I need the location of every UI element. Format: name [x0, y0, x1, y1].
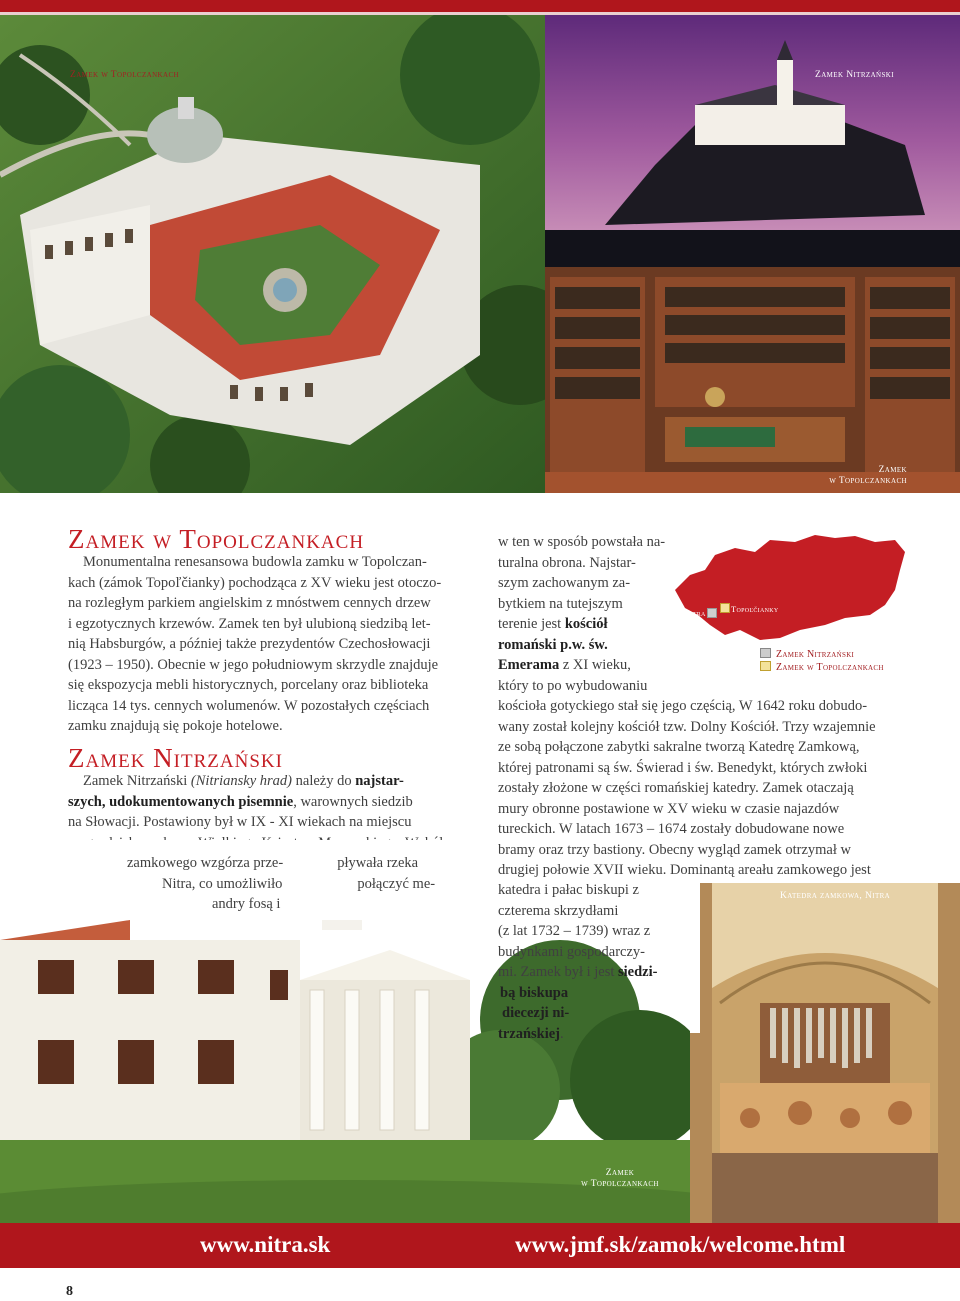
map-label-topolcianky: Topoľčianky [731, 604, 779, 614]
r-bold-text: romański p.w. św. [498, 636, 608, 653]
s2-line-3: na Słowacji. Postawiony był w IX - XI wiekach na miejscu [68, 814, 412, 830]
s1-line-5: nią Habsburgów, a później także prezydentów Czechosłowacji [68, 636, 431, 652]
s1-line-2: kach (zámok Topoľčianky) pochodząca z XV wieku jest otoczo- [68, 574, 442, 591]
rn-line-5 [498, 962, 688, 983]
rf-line-3: ze sobą połączone zabytki sakralne tworzą Katedrę Zamkową, [498, 739, 860, 755]
heading-nitra: Zamek Nitrzański [68, 743, 283, 773]
s2-italic-name: (Nitriansky hrad) [190, 773, 293, 789]
s2-text: należy do [292, 773, 356, 789]
map-marker-nitra [707, 608, 717, 618]
r-line-8: który to po wybudowaniu [498, 677, 648, 694]
rn-line-7 [498, 1003, 688, 1024]
rn-text: mi. Zamek był i jest [498, 964, 619, 980]
r-line-5 [498, 614, 698, 635]
caption-cathedral: Katedra zamkowa, Nitra [780, 891, 891, 901]
rf-line-9: drugiej połowie XVII wieku. Dominantą areału zamkowego jest [498, 862, 871, 878]
caption-nitra-castle: Zamek Nitrzański [815, 70, 894, 80]
caption-topolcianky-aerial: Zamek w Topolczankach [70, 70, 179, 80]
photo-cathedral-interior [690, 883, 960, 1223]
legend-yellow-square-icon [760, 661, 771, 671]
s2-bold-text: najstar- [355, 773, 404, 789]
s1-line-4: i egzotycznych krzewów. Zamek ten był ulubioną siedzibą let- [68, 615, 431, 632]
rn-line-3: (z lat 1732 – 1739) wraz z [498, 923, 651, 939]
rn-bold-text: trzańskiej [498, 1025, 561, 1042]
r-text: terenie jest [498, 616, 565, 632]
s2-text: zamkowego wzgórza prze- [127, 855, 284, 871]
map-label-nitra: Nitra [684, 608, 706, 618]
s1-line-9: zamku znajdują się pokoje hotelowe. [68, 718, 283, 734]
top-red-band [0, 0, 960, 12]
s2-line-5 [68, 853, 498, 874]
right-column-text-top [498, 532, 698, 696]
r-line-2: turalna obrona. Najstar- [498, 554, 636, 571]
s1-line-1: Monumentalna renesansowa budowla zamku w Topolczan- [83, 554, 427, 570]
rn-line-2: czterema skrzydłami [498, 902, 619, 919]
rn-line-8 [498, 1024, 688, 1045]
s2-text: Zamek Nitrzański [83, 773, 191, 789]
legend-grey-square-icon [760, 648, 771, 658]
s1-line-3: na rozległym parkiem angielskim z mnóstwem cennych drzew [68, 595, 431, 611]
r-line-3: szym zachowanym za- [498, 575, 631, 591]
legend-item-nitra [760, 648, 884, 661]
caption-facade [575, 1168, 665, 1190]
caption-facade-line2: w Topolczankach [581, 1179, 659, 1189]
rn-bold-text: diecezji ni- [502, 1005, 570, 1021]
section1-text [68, 552, 488, 737]
rf-line-6: mury obronne postawione w XV wieku w czasie najazdów [498, 800, 840, 817]
s2-text: połączyć me- [357, 875, 436, 892]
link-jmf-zamok[interactable]: www.jmf.sk/zamok/welcome.html [515, 1232, 846, 1257]
rn-line-6 [498, 983, 688, 1004]
rf-line-4: której patronami są św. Świerad i św. Benedykt, których zwłoki [498, 759, 868, 776]
caption-library [815, 465, 907, 487]
caption-facade-line1: Zamek [605, 1168, 635, 1178]
map-legend [760, 648, 884, 674]
rn-line-1: katedra i pałac biskupi z [498, 882, 639, 898]
map-slovakia [670, 530, 910, 660]
r-line-4: bytkiem na tutejszym [498, 595, 623, 612]
text-wrap-overlay-2 [690, 883, 700, 1033]
rn-bold-text: bą biskupa [500, 984, 569, 1001]
s2-line-2 [68, 792, 498, 813]
rf-line-5: zostały złożone w części romańskiej katedry. Zamek otaczają [498, 780, 854, 796]
rf-line-8: bramy oraz trzy bastiony. Obecny wygląd zamek otrzymał w [498, 841, 851, 858]
rn-line-4: budynkami gospodarczy- [498, 943, 645, 960]
legend-label-nitra: Zamek Nitrzański [776, 649, 855, 660]
s2-bold-text: szych, udokumentowanych pisemnie [68, 793, 294, 810]
r-bold-text: kościół [564, 616, 608, 632]
s1-line-6: (1923 – 1950). Obecnie w jego południowym skrzydle znajduje [68, 656, 439, 673]
right-column-text-full [498, 696, 918, 881]
s2-text: Nitra, co umożliwiło [162, 875, 283, 892]
photo-library [545, 267, 960, 493]
s2-line-1 [68, 771, 498, 792]
photo-topolcianky-aerial [0, 15, 545, 493]
s1-line-8: licząca 14 tys. cennych wolumenów. W pozostałych częściach [68, 697, 430, 714]
rf-line-7: tureckich. W latach 1673 – 1674 zostały dobudowane nowe [498, 821, 845, 837]
s2-text: andry fosą i [212, 896, 281, 912]
rf-line-2: wany został kolejny kościół tzw. Dolny Kościół. Trzy wzajemnie [498, 718, 876, 735]
photo-nitra-castle-night [545, 15, 960, 267]
r-text: z XI wieku, [559, 657, 631, 673]
r-line-6 [498, 635, 698, 656]
s1-line-7: się ekspozycja mebli historycznych, porcelany oraz biblioteka [68, 677, 429, 693]
s2-text: , warownych siedzib [293, 793, 413, 810]
link-nitra-sk[interactable]: www.nitra.sk [200, 1232, 331, 1257]
caption-library-line1: Zamek [878, 465, 907, 475]
rn-bold-text: siedzi- [618, 964, 658, 980]
r-line-7 [498, 655, 698, 676]
r-bold-text: Emerama [498, 657, 560, 673]
right-column-text-narrow [498, 880, 688, 1044]
page-number: 8 [66, 1284, 73, 1299]
s2-text: pływała rzeka [337, 855, 419, 871]
heading-topolcianky: Zamek w Topolczankach [68, 524, 365, 554]
rf-line-1: kościoła gotyckiego stał się jego częścią, W 1642 roku dobudo- [498, 698, 868, 714]
s2-line-7 [68, 894, 498, 915]
legend-label-topolcianky: Zamek w Topolczankach [776, 662, 884, 673]
section2-text-continued [68, 853, 498, 915]
map-country-shape [675, 535, 905, 640]
map-marker-topolcianky [720, 603, 730, 613]
legend-item-topolcianky [760, 661, 884, 674]
caption-library-line2: w Topolczankach [829, 476, 907, 486]
rn-text: . [560, 1025, 564, 1042]
s2-line-6 [68, 874, 498, 895]
r-line-1: w ten w sposób powstała na- [498, 534, 666, 550]
